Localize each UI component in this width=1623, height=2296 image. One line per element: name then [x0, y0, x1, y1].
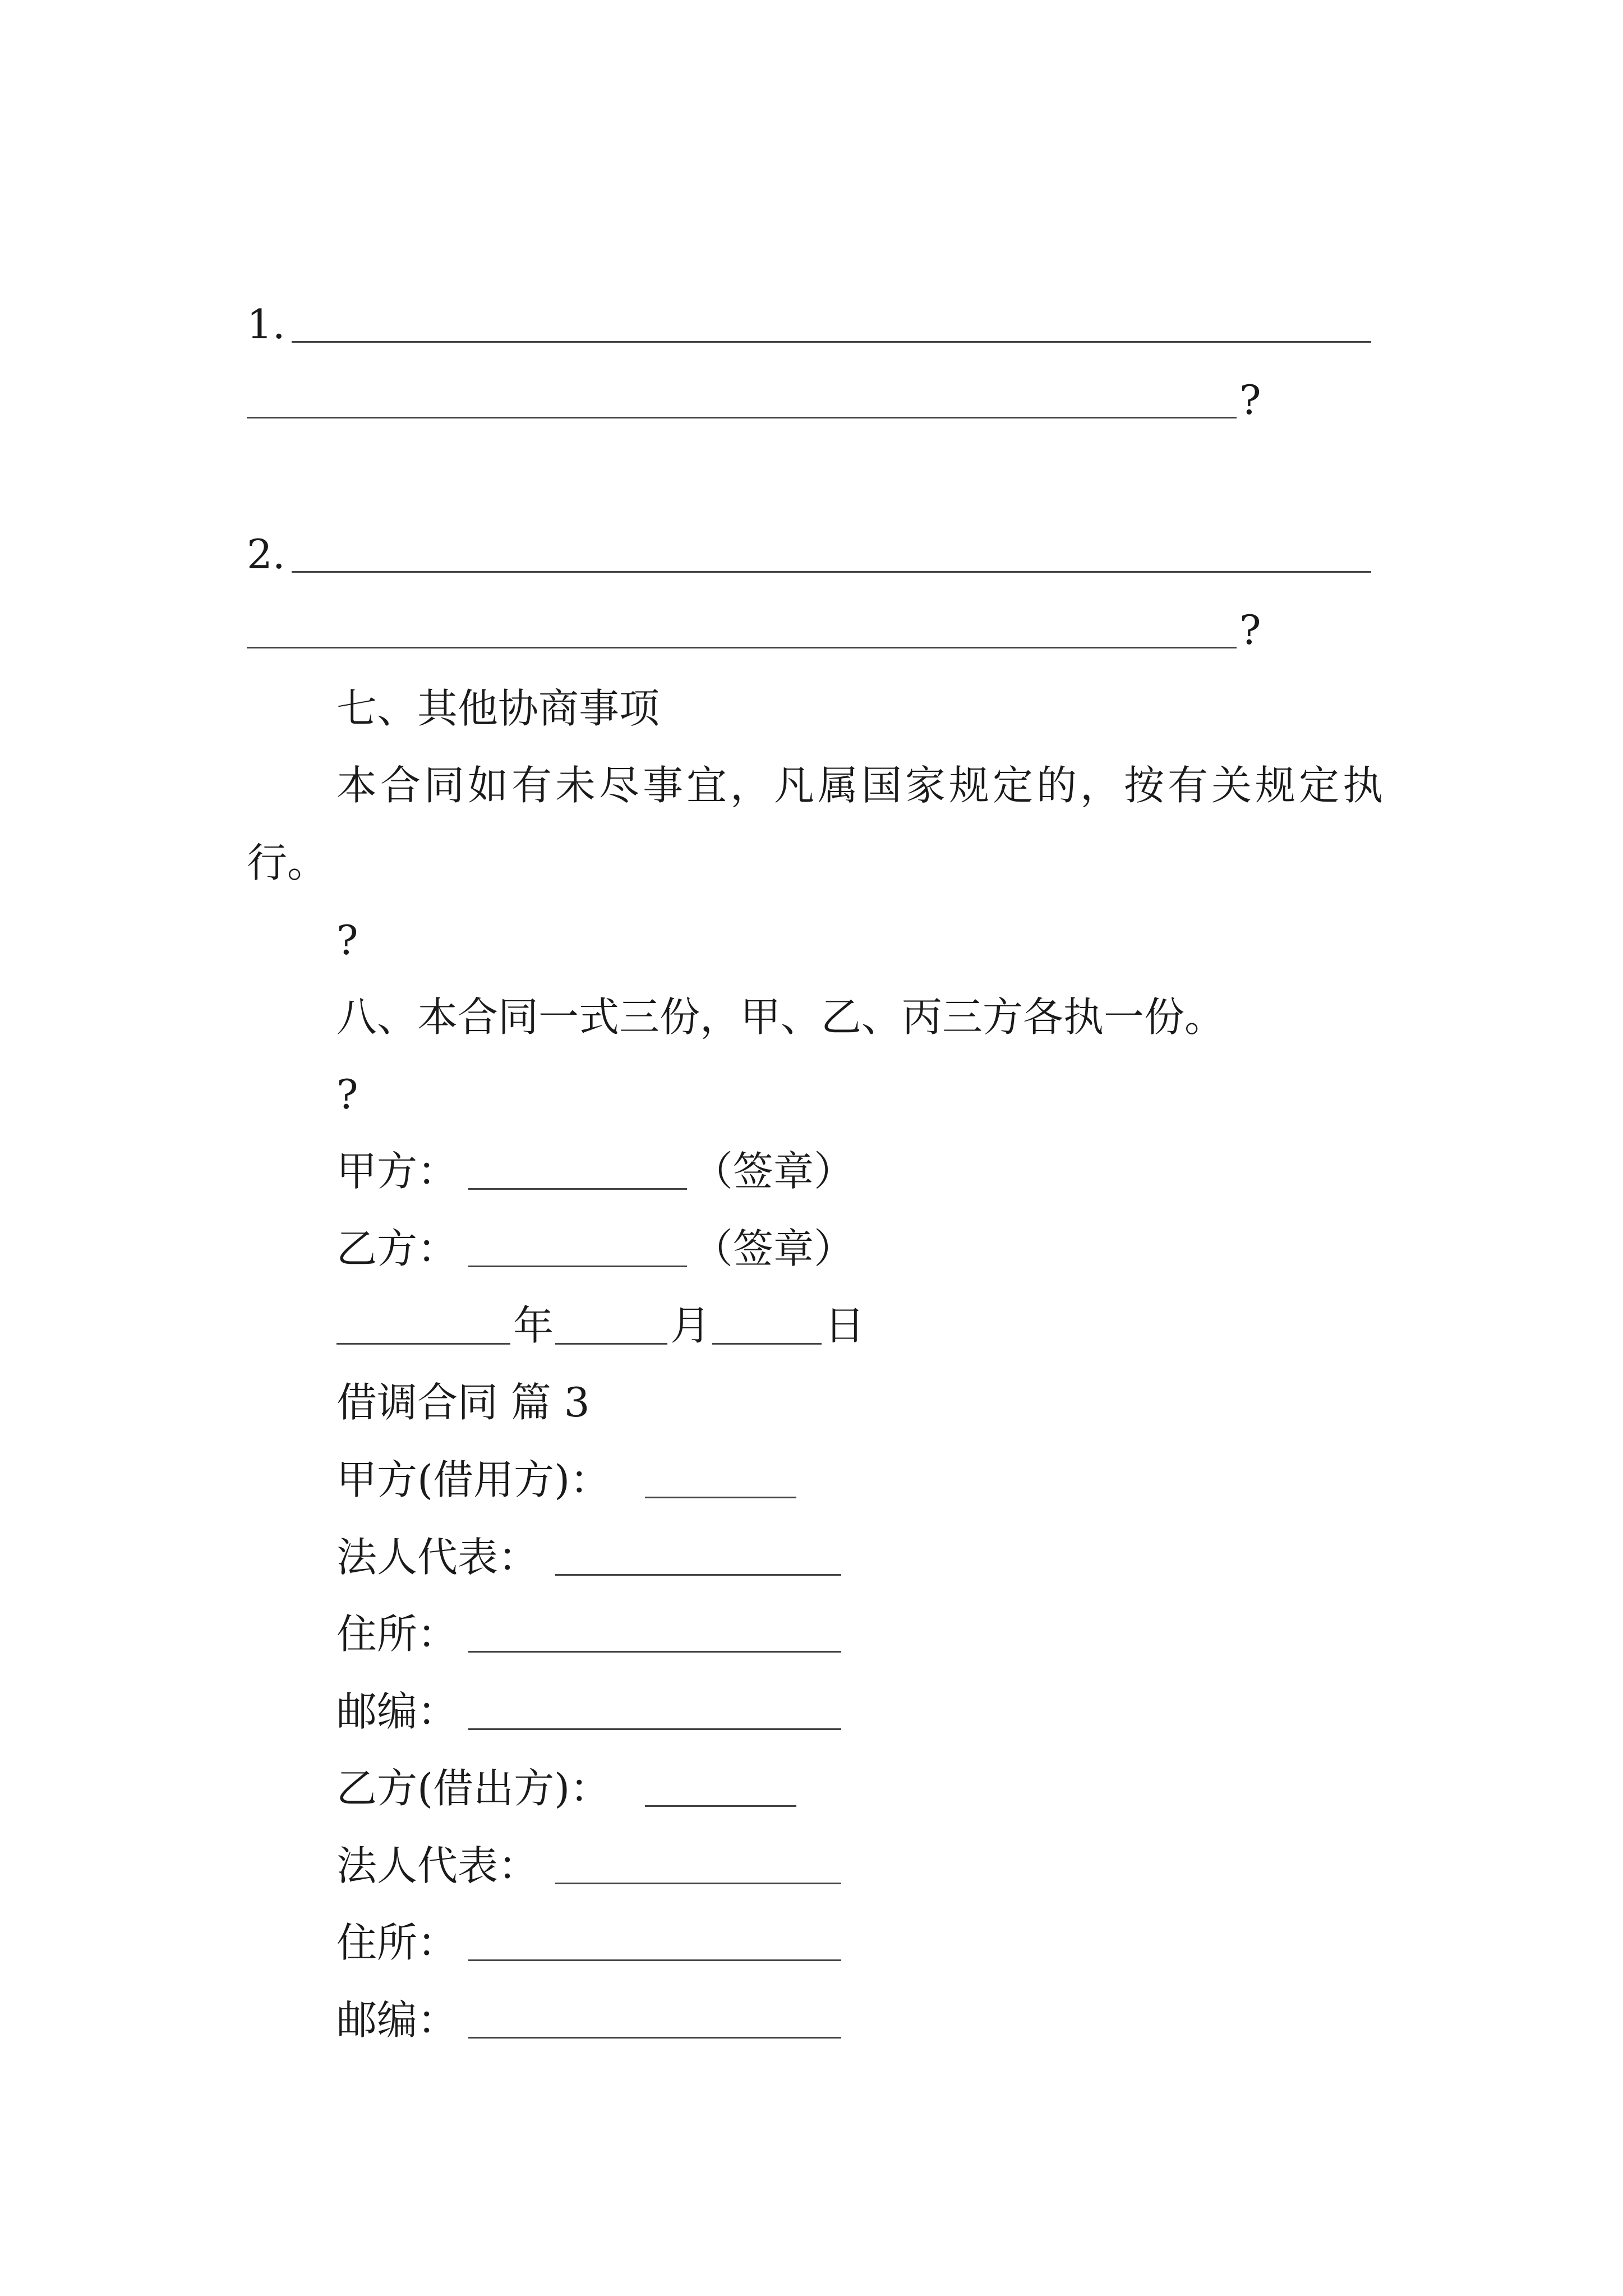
day-label: 日 [824, 1302, 865, 1349]
party-a-address-line [468, 1651, 841, 1653]
party-a-signature-line [468, 1188, 687, 1190]
party-b-rep-label: 法人代表： [336, 1842, 539, 1889]
month-label: 月 [670, 1302, 711, 1349]
clause-1-blank-line-2 [247, 417, 1237, 418]
party-b-postcode-label: 邮编： [336, 1996, 458, 2044]
party-a-label: 甲方： [336, 1148, 458, 1195]
party-b-address-line [468, 1959, 841, 1961]
party-b-postcode-line [468, 2037, 841, 2039]
day-blank-line [712, 1343, 822, 1345]
party-a-borrower-label: 甲方(借用方)： [336, 1456, 611, 1503]
party-b-rep-line [555, 1883, 841, 1884]
section-7-mark: ? [336, 917, 358, 964]
clause-2-number: 2. [247, 531, 285, 578]
party-b-signature-line [468, 1266, 687, 1267]
contract-3-title: 借调合同 篇 3 [336, 1379, 590, 1426]
clause-2-blank-line-2 [247, 647, 1237, 648]
clause-1-number: 1. [247, 301, 285, 348]
party-a-rep-line [555, 1574, 841, 1576]
section-7-heading: 七、其他协商事项 [336, 685, 660, 732]
clause-2-end-mark: ? [1239, 606, 1261, 654]
year-blank-line [336, 1343, 510, 1345]
party-b-lender-line [645, 1805, 796, 1807]
party-b-label: 乙方： [336, 1225, 458, 1272]
party-b-seal: （签章） [693, 1225, 855, 1272]
clause-1-end-mark: ? [1239, 376, 1261, 424]
party-b-address-label: 住所： [336, 1919, 458, 1966]
party-b-lender-label: 乙方(借出方)： [336, 1765, 611, 1812]
party-a-postcode-line [468, 1728, 841, 1730]
party-a-address-label: 住所： [336, 1611, 458, 1658]
clause-1-blank-line-1 [292, 341, 1371, 343]
year-label: 年 [513, 1302, 554, 1349]
section-8-mark: ? [336, 1071, 358, 1118]
party-a-seal: （签章） [693, 1148, 855, 1195]
clause-2-blank-line-1 [292, 571, 1371, 573]
month-blank-line [555, 1343, 667, 1345]
party-a-postcode-label: 邮编： [336, 1688, 458, 1735]
section-7-paragraph-line-1: 本合同如有未尽事宜，凡属国家规定的，按有关规定执 [336, 762, 1387, 809]
section-7-paragraph-line-2: 行。 [247, 839, 328, 886]
party-a-rep-label: 法人代表： [336, 1534, 539, 1581]
party-a-borrower-line [645, 1497, 796, 1498]
section-8-text: 八、本合同一式三份，甲、乙、丙三方各执一份。 [336, 993, 1225, 1041]
